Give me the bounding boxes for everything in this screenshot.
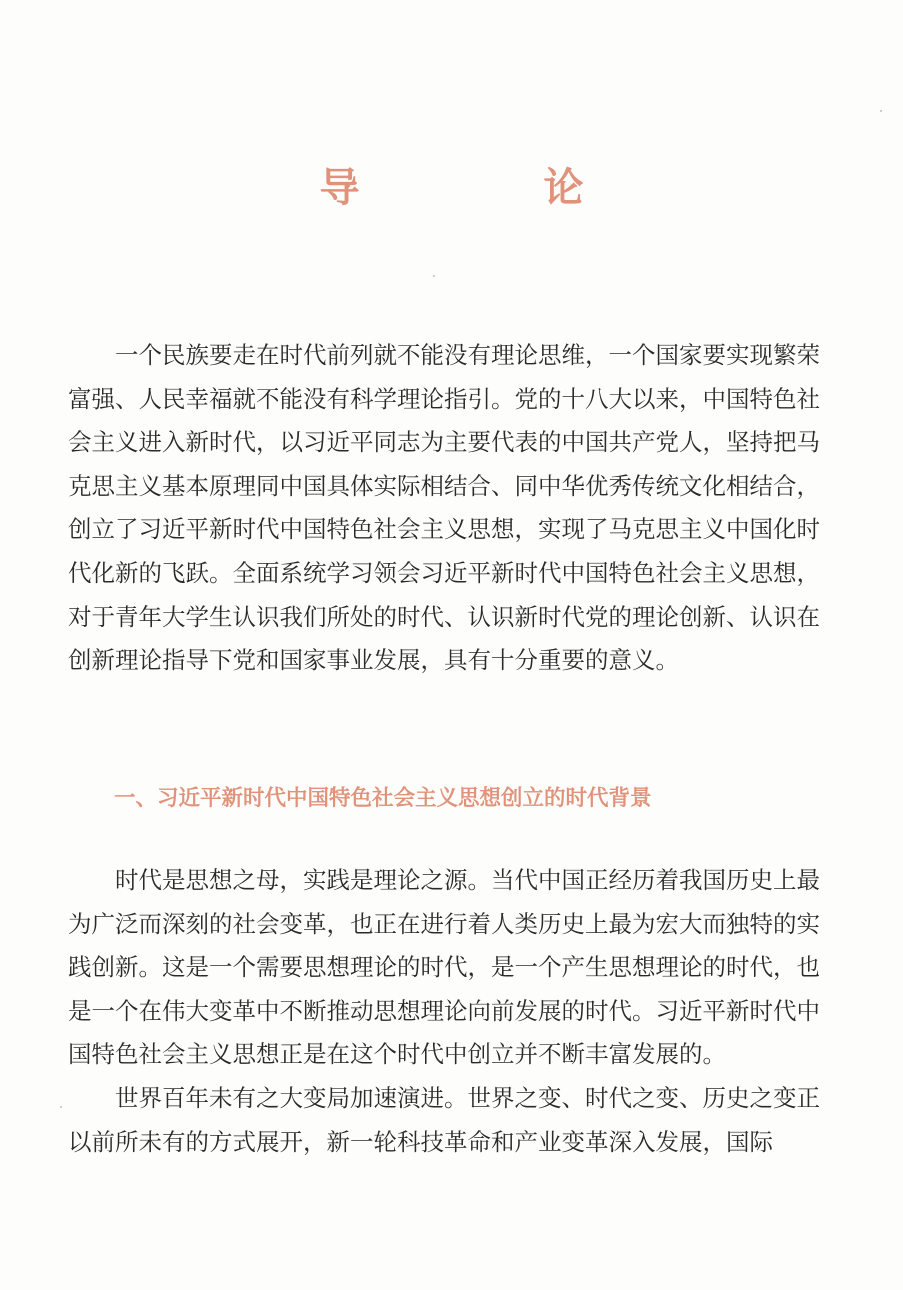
scan-speck	[433, 275, 435, 277]
intro-text	[68, 334, 820, 683]
section-1-paragraph-1: 时代是思想之母，实践是理论之源。当代中国正经历着我国历史上最为广泛而深刻的社会变革，也正在进行着人类历史上最为宏大而独特的实践创新。这是一个需要思想理论的时代，是一个产生思想理论的时代，也是一个在伟大变革中不断推动思想理论向前发展的时代。习近平新时代中国特色社会主义思想正是在这个时代中创立并不断丰富发展的。	[68, 866, 820, 1069]
section-1-text	[68, 859, 820, 1164]
section-1-paragraph-2: 世界百年未有之大变局加速演进。世界之变、时代之变、历史之变正以前所未有的方式展开，新一轮科技革命和产业变革深入发展，国际	[68, 1083, 820, 1156]
scan-speck	[880, 110, 882, 112]
scan-speck	[60, 1106, 62, 1108]
page-title: 导 论	[319, 165, 656, 211]
section-heading-1: 一、习近平新时代中国特色社会主义思想创立的时代背景	[114, 786, 652, 811]
intro-paragraph-1: 一个民族要走在时代前列就不能没有理论思维，一个国家要实现繁荣富强、人民幸福就不能没有科学理论指引。党的十八大以来，中国特色社会主义进入新时代，以习近平同志为主要代表的中国共产党人，坚持把马克思主义基本原理同中国具体实际相结合、同中华优秀传统文化相结合，创立了习近平新时代中国特色社会主义思想，实现了马克思主义中国化时代化新的飞跃。全面系统学习领会习近平新时代中国特色社会主义思想，对于青年大学生认识我们所处的时代、认识新时代党的理论创新、认识在创新理论指导下党和国家事业发展，具有十分重要的意义。	[68, 341, 820, 675]
